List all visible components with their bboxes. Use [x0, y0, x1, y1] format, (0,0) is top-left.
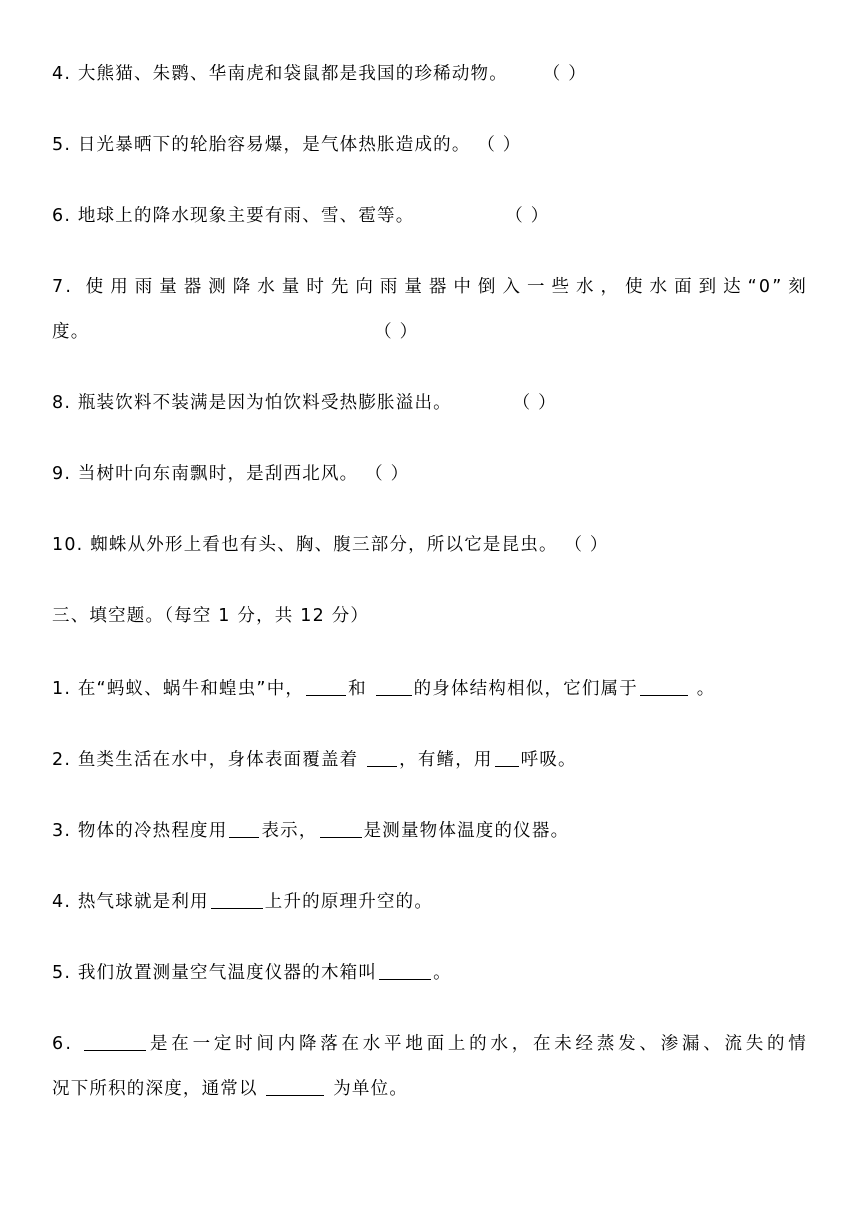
question-9	[52, 462, 409, 486]
fill-6-text-a: 6.	[52, 1034, 74, 1054]
fill-question-3	[52, 819, 569, 843]
answer-parentheses: （ ）	[512, 393, 557, 413]
question-4-text: 4. 大熊猫、朱鹮、华南虎和袋鼠都是我国的珍稀动物。	[52, 64, 508, 84]
fill-3-text-b: 表示，	[261, 821, 318, 841]
question-6-text: 6. 地球上的降水现象主要有雨、雪、雹等。	[52, 206, 415, 226]
answer-parentheses: （ ）	[374, 322, 419, 342]
question-8	[52, 391, 557, 415]
fill-question-2	[52, 748, 577, 772]
answer-blank[interactable]	[367, 748, 397, 767]
question-5	[52, 133, 522, 157]
answer-blank[interactable]	[376, 677, 412, 696]
fill-question-6-line-2	[52, 1077, 408, 1101]
question-4	[52, 62, 587, 86]
fill-question-4	[52, 890, 433, 914]
fill-question-5	[52, 961, 452, 985]
answer-blank[interactable]	[495, 748, 519, 767]
fill-6-text-b: 是在一定时间内降落在水平地面上的水，在未经蒸发、渗漏、流失的情	[148, 1034, 808, 1054]
answer-parentheses: （ ）	[564, 535, 609, 555]
answer-blank[interactable]	[306, 677, 346, 696]
question-7-line-2	[52, 320, 418, 344]
answer-parentheses: （ ）	[505, 206, 550, 226]
fill-question-6-line-1	[52, 1032, 808, 1056]
answer-blank[interactable]	[320, 819, 362, 838]
fill-2-text-a: 2. 鱼类生活在水中，身体表面覆盖着	[52, 750, 359, 770]
fill-1-text-b: 和	[348, 679, 367, 699]
question-7-text-continued: 度。	[52, 322, 90, 342]
answer-parentheses: （ ）	[542, 64, 587, 84]
answer-blank[interactable]	[229, 819, 259, 838]
fill-question-1	[52, 677, 715, 701]
fill-1-text-c: 的身体结构相似，它们属于	[413, 679, 638, 699]
question-7-text: 7. 使用雨量器测降水量时先向雨量器中倒入一些水，使水面到达“0”刻	[52, 277, 808, 297]
question-5-text: 5. 日光暴晒下的轮胎容易爆，是气体热胀造成的。	[52, 135, 471, 155]
fill-2-text-b: ，有鳍，用	[399, 750, 493, 770]
fill-1-text-a: 1. 在“蚂蚁、蜗牛和蝗虫”中，	[52, 679, 305, 699]
section-3-heading: 三、填空题。（每空 1 分，共 12 分）	[52, 606, 370, 626]
question-8-text: 8. 瓶装饮料不装满是因为怕饮料受热膨胀溢出。	[52, 393, 452, 413]
answer-parentheses: （ ）	[477, 135, 522, 155]
fill-5-text-b: 。	[433, 963, 452, 983]
fill-3-text-c: 是测量物体温度的仪器。	[363, 821, 570, 841]
answer-parentheses: （ ）	[365, 464, 410, 484]
fill-2-text-c: 呼吸。	[520, 750, 577, 770]
question-10	[52, 533, 609, 557]
question-7-line-1	[52, 275, 808, 299]
fill-4-text-b: 上升的原理升空的。	[264, 892, 434, 912]
answer-blank[interactable]	[379, 961, 431, 980]
question-10-text: 10. 蜘蛛从外形上看也有头、胸、腹三部分，所以它是昆虫。	[52, 535, 558, 555]
fill-6-text-c: 况下所积的深度，通常以	[52, 1079, 258, 1099]
question-9-text: 9. 当树叶向东南飘时，是刮西北风。	[52, 464, 359, 484]
answer-blank[interactable]	[84, 1032, 146, 1051]
fill-1-text-d: 。	[696, 679, 716, 699]
fill-6-text-d: 为单位。	[333, 1079, 409, 1099]
fill-5-text-a: 5. 我们放置测量空气温度仪器的木箱叫	[52, 963, 378, 983]
question-6	[52, 204, 549, 228]
answer-blank[interactable]	[211, 890, 263, 909]
answer-blank[interactable]	[640, 677, 688, 696]
fill-4-text-a: 4. 热气球就是利用	[52, 892, 209, 912]
answer-blank[interactable]	[266, 1077, 324, 1096]
fill-3-text-a: 3. 物体的冷热程度用	[52, 821, 228, 841]
